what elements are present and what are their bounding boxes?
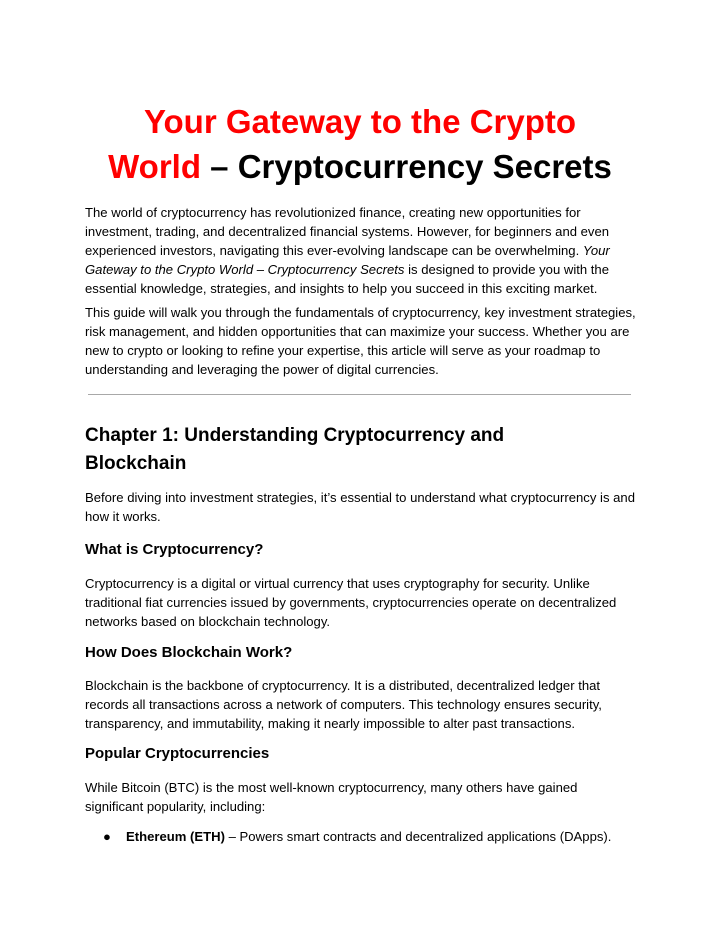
horizontal-divider <box>88 394 631 395</box>
intro-p1-end: is designed to provide you with the essential knowledge, strategies, and insights to help you succeed in this exciting market. <box>85 262 610 296</box>
intro-p1-italic: Your Gateway to the Crypto World – Cryptocurrency Secrets <box>85 243 610 277</box>
list-item-bold: Ethereum (ETH) <box>126 829 225 844</box>
list-item-rest: – Powers smart contracts and decentralized applications (DApps). <box>224 829 612 844</box>
section-text-blockchain: Blockchain is the backbone of cryptocurrency. It is a distributed, decentralized ledger that records all transactions across a network of computers. This technology ensures security, transparency, and immutability, making it nearly impossible to alter past transactions. <box>85 678 602 731</box>
title-red-line-2: World <box>108 148 202 185</box>
section-heading-blockchain: How Does Blockchain Work? <box>85 644 293 661</box>
section-heading-what-is-crypto: What is Cryptocurrency? <box>85 541 264 558</box>
document-title <box>60 99 660 189</box>
section-heading-popular-cryptos: Popular Cryptocurrencies <box>85 745 270 762</box>
chapter-1-intro: Before diving into investment strategies, it’s essential to understand what cryptocurrency is and how it works. <box>85 490 635 524</box>
title-red-line-1: Your Gateway to the Crypto <box>143 103 577 140</box>
list-item-text <box>126 827 611 846</box>
chapter-1-heading: Chapter 1: Understanding Cryptocurrency and Blockchain <box>85 425 505 474</box>
intro-paragraph-1 <box>85 203 637 298</box>
section-text-what-is-crypto: Cryptocurrency is a digital or virtual currency that uses cryptography for security. Unlike traditional fiat currencies issued by governments, cryptocurrencies operate on decentralized networks based on blockchain technology. <box>85 576 617 629</box>
intro-p1-start: The world of cryptocurrency has revolutionized finance, creating new opportunities for investment, trading, and decentralized financial systems. However, for beginners and even experienced investors, navigating this ever-evolving landscape can be overwhelming. <box>85 205 610 258</box>
bullet-icon: ● <box>103 829 111 844</box>
intro-paragraph-2: This guide will walk you through the fundamentals of cryptocurrency, key investment strategies, risk management, and hidden opportunities that can maximize your success. Whether you are new to crypto or looking to refine your expertise, this article will serve as your roadmap to understanding and leveraging the power of digital currencies. <box>85 305 636 377</box>
section-text-popular-cryptos: While Bitcoin (BTC) is the most well-known cryptocurrency, many others have gained significant popularity, including: <box>85 780 578 814</box>
title-black-part: – Cryptocurrency Secrets <box>201 148 612 185</box>
